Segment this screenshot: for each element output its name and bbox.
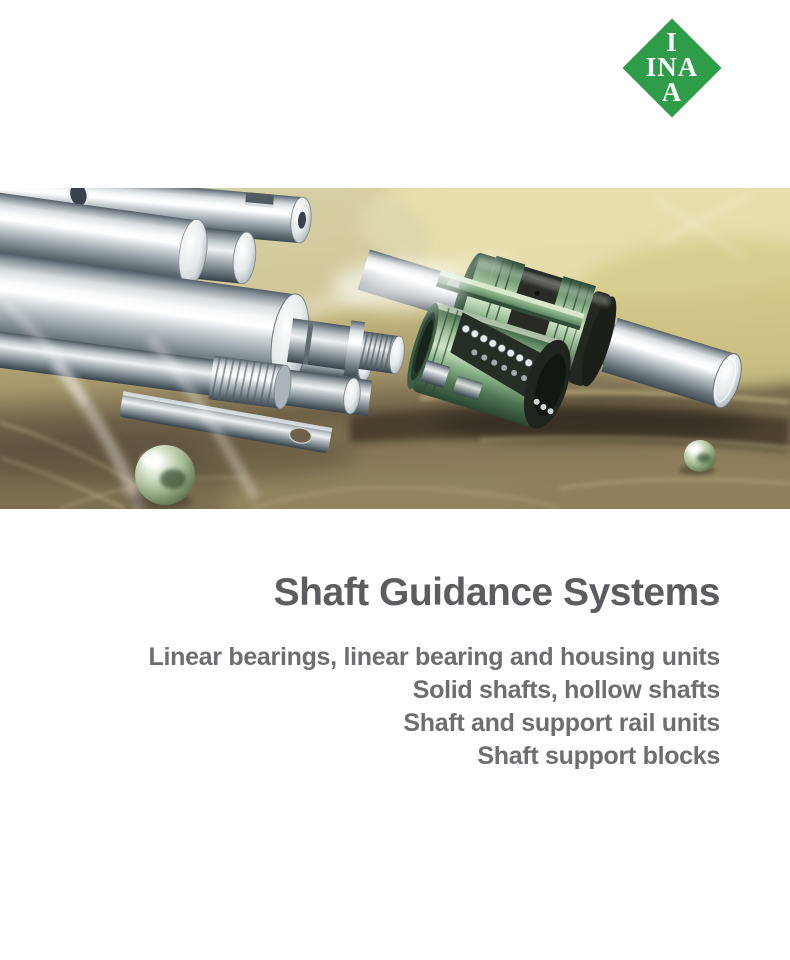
hero-photo xyxy=(0,188,790,509)
light-flare xyxy=(332,260,468,312)
page-title: Shaft Guidance Systems xyxy=(273,571,720,614)
subtitle-block xyxy=(0,641,720,773)
hero-photo-illustration xyxy=(0,188,790,509)
ina-logo xyxy=(637,27,707,107)
ina-logo-letter-top: I xyxy=(666,27,678,57)
ina-logo-letters xyxy=(612,27,732,107)
ina-logo-letter-middle: INA xyxy=(645,52,699,82)
subtitle-line: Shaft support blocks xyxy=(477,742,720,770)
subtitle-line: Solid shafts, hollow shafts xyxy=(412,676,720,704)
ina-logo-letter-bottom: A xyxy=(661,77,683,107)
subtitle-line: Shaft and support rail units xyxy=(403,709,720,737)
subtitle-line: Linear bearings, linear bearing and housing units xyxy=(148,643,720,671)
